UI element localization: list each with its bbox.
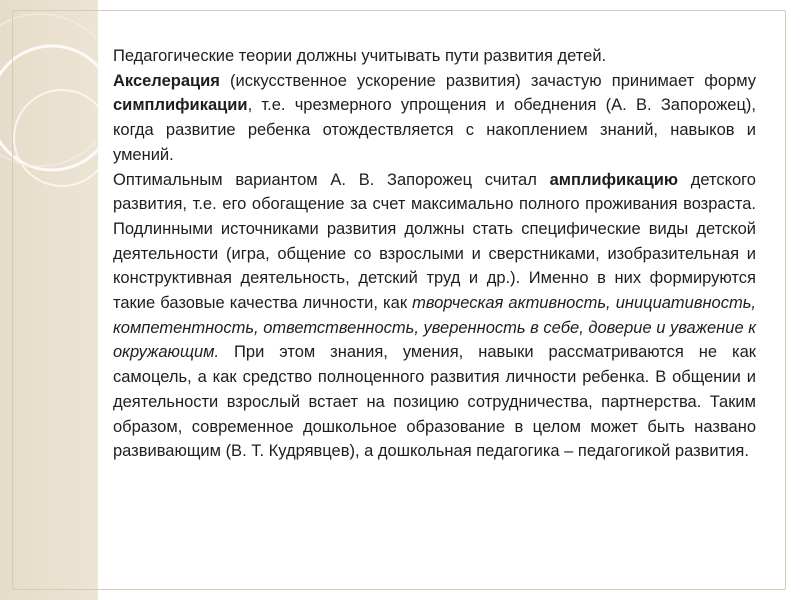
acceleration-paragraph: Акселерация (искусственное ускорение развития) зачастую принимает форму симплификации, т.е. чрезмерного упрощения и обеднения (А. В. Запорожец), когда развитие ребенка отождествляется с накоплением знаний, навыков и умений. — [113, 71, 756, 164]
rings-decoration — [0, 0, 98, 600]
slide-body — [113, 44, 756, 464]
left-decorative-band — [0, 0, 98, 600]
amplification-paragraph: Оптимальным вариантом А. В. Запорожец считал амплификацию детского развития, т.е. его обогащение за счет максимально полного проживания возраста. Подлинными источниками развития должны стать специфические виды детской деятельности (игра, общение со взрослыми и сверстниками, изобразительная и конструктивная деятельность, детский труд и др.). Именно в них формируются такие базовые качества личности, как творческая активность, инициативность, компетентность, ответственность, уверенность в себе, доверие и уважение к окружающим. При этом знания, умения, навыки рассматриваются не как самоцель, а как средство полноценного развития личности ребенка. В общении и деятельности взрослый встает на позицию сотрудничества, партнерства. Таким образом, современное дошкольное образование в целом может быть названо развивающим (В. Т. Кудрявцев), а дошкольная педагогика – педагогикой развития. — [113, 170, 756, 461]
intro-paragraph: Педагогические теории должны учитывать пути развития детей. — [113, 47, 607, 65]
